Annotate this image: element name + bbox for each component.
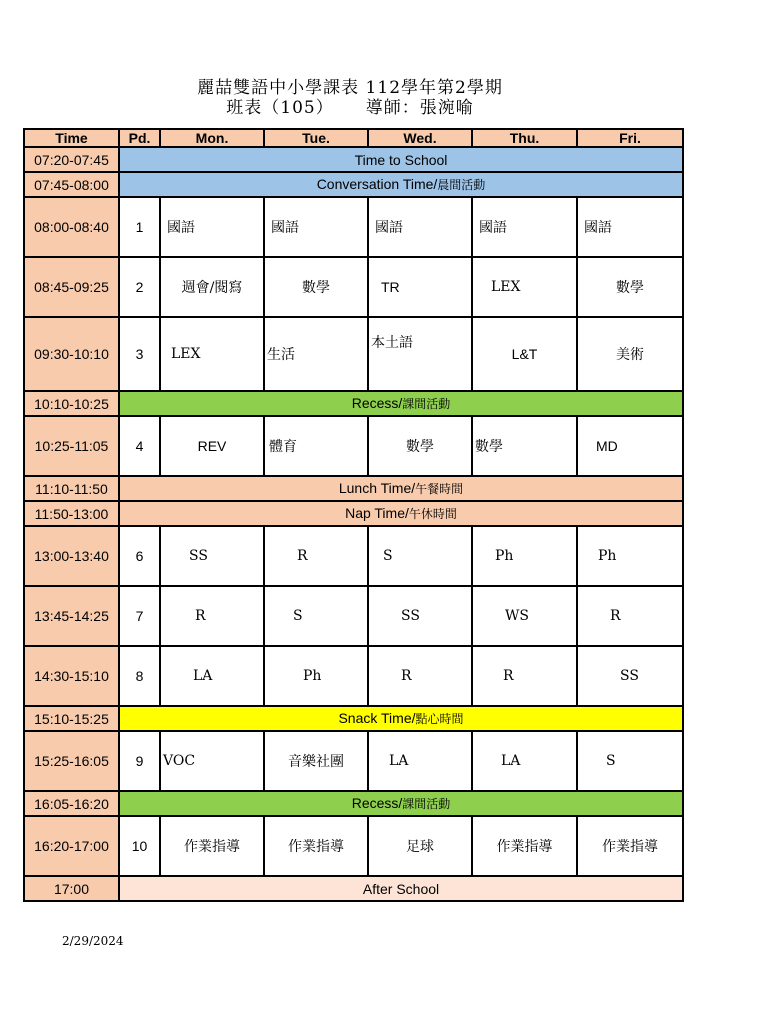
band-time-to-school: Time to School (119, 147, 683, 172)
time-cell: 11:10-11:50 (24, 476, 119, 501)
time-cell: 10:10-10:25 (24, 391, 119, 416)
schedule-table (23, 128, 684, 902)
class-cell-fri: 國語 (577, 197, 683, 257)
column-header-thu: Thu. (472, 129, 577, 147)
class-cell-fri: S (577, 731, 683, 791)
class-cell-wed: 本土語 (368, 317, 472, 391)
page-title: 麗喆雙語中小學課表 112學年第2學期 (197, 78, 503, 98)
class-cell-tue: 作業指導 (264, 816, 368, 876)
band-label-en: Lunch Time/ (338, 480, 416, 496)
time-cell: 07:20-07:45 (24, 147, 119, 172)
table-row (24, 391, 683, 416)
class-cell-tue: 數學 (264, 257, 368, 317)
class-cell-fri: SS (577, 646, 683, 706)
band-label-en: Nap Time/ (345, 505, 409, 521)
class-cell-thu: 國語 (472, 197, 577, 257)
table-row (24, 147, 683, 172)
class-cell-mon: 週會/閱寫 (160, 257, 264, 317)
table-row (24, 706, 683, 731)
period-cell: 6 (119, 526, 160, 586)
class-cell-mon: LA (160, 646, 264, 706)
band-label-en: Conversation Time/ (316, 176, 438, 192)
band-label-en: Snack Time/ (338, 710, 416, 726)
class-cell-tue: R (264, 526, 368, 586)
class-cell-wed: LA (368, 731, 472, 791)
class-cell-tue: 體育 (264, 416, 368, 476)
class-cell-mon: 國語 (160, 197, 264, 257)
table-row (24, 646, 683, 706)
table-row (24, 526, 683, 586)
page-subtitle: 班表（105） 導師：張涴喻 (226, 98, 474, 118)
band-label-zh: 午餐時間 (415, 482, 464, 496)
period-cell: 2 (119, 257, 160, 317)
band-label-en: Recess/ (351, 395, 403, 411)
class-cell-thu: 作業指導 (472, 816, 577, 876)
table-row (24, 257, 683, 317)
class-cell-mon: LEX (160, 317, 264, 391)
band-lunch-time (119, 476, 683, 501)
column-header-tue: Tue. (264, 129, 368, 147)
period-cell: 3 (119, 317, 160, 391)
time-cell: 08:00-08:40 (24, 197, 119, 257)
table-row (24, 197, 683, 257)
table-row (24, 317, 683, 391)
band-recess-afternoon (119, 791, 683, 816)
time-cell: 16:05-16:20 (24, 791, 119, 816)
band-snack-time (119, 706, 683, 731)
time-cell: 15:25-16:05 (24, 731, 119, 791)
class-cell-wed: TR (368, 257, 472, 317)
period-cell: 8 (119, 646, 160, 706)
class-cell-tue: Ph (264, 646, 368, 706)
band-label-zh: 點心時間 (415, 712, 464, 726)
time-cell: 14:30-15:10 (24, 646, 119, 706)
time-cell: 10:25-11:05 (24, 416, 119, 476)
time-cell: 09:30-10:10 (24, 317, 119, 391)
class-cell-wed: 足球 (368, 816, 472, 876)
table-row (24, 816, 683, 876)
class-cell-mon: REV (160, 416, 264, 476)
print-date: 2/29/2024 (62, 934, 124, 948)
time-cell: 07:45-08:00 (24, 172, 119, 197)
class-cell-thu: Ph (472, 526, 577, 586)
time-cell: 11:50-13:00 (24, 501, 119, 526)
column-header-wed: Wed. (368, 129, 472, 147)
period-cell: 7 (119, 586, 160, 646)
table-header-row (24, 129, 683, 147)
period-cell: 10 (119, 816, 160, 876)
time-cell: 13:00-13:40 (24, 526, 119, 586)
band-label-en: Recess/ (351, 795, 403, 811)
class-cell-thu: LEX (472, 257, 577, 317)
band-after-school: After School (119, 876, 683, 901)
band-conversation-time (119, 172, 683, 197)
table-row (24, 476, 683, 501)
class-cell-tue: 國語 (264, 197, 368, 257)
class-cell-tue: 音樂社團 (264, 731, 368, 791)
table-row (24, 501, 683, 526)
band-nap-time (119, 501, 683, 526)
period-cell: 4 (119, 416, 160, 476)
class-cell-wed: 國語 (368, 197, 472, 257)
band-label-zh: 課間活動 (402, 797, 451, 811)
class-cell-tue: S (264, 586, 368, 646)
class-cell-wed: S (368, 526, 472, 586)
class-cell-wed: R (368, 646, 472, 706)
class-cell-mon: R (160, 586, 264, 646)
class-cell-fri: MD (577, 416, 683, 476)
class-cell-fri: Ph (577, 526, 683, 586)
band-label-zh: 晨間活動 (437, 178, 486, 192)
time-cell: 08:45-09:25 (24, 257, 119, 317)
band-label-zh: 午休時間 (408, 507, 457, 521)
band-label-zh: 課間活動 (402, 397, 451, 411)
column-header-fri: Fri. (577, 129, 683, 147)
column-header-mon: Mon. (160, 129, 264, 147)
class-cell-mon: 作業指導 (160, 816, 264, 876)
class-cell-mon: VOC (160, 731, 264, 791)
table-row (24, 172, 683, 197)
time-cell: 15:10-15:25 (24, 706, 119, 731)
class-cell-wed: SS (368, 586, 472, 646)
table-row (24, 586, 683, 646)
period-cell: 9 (119, 731, 160, 791)
time-cell: 16:20-17:00 (24, 816, 119, 876)
time-cell: 13:45-14:25 (24, 586, 119, 646)
table-row (24, 876, 683, 901)
band-recess (119, 391, 683, 416)
class-cell-thu: WS (472, 586, 577, 646)
period-cell: 1 (119, 197, 160, 257)
column-header-time: Time (24, 129, 119, 147)
class-cell-thu: L&T (472, 317, 577, 391)
class-cell-thu: R (472, 646, 577, 706)
table-row (24, 416, 683, 476)
class-cell-thu: 數學 (472, 416, 577, 476)
table-row (24, 791, 683, 816)
class-cell-fri: 數學 (577, 257, 683, 317)
class-cell-tue: 生活 (264, 317, 368, 391)
class-cell-thu: LA (472, 731, 577, 791)
class-cell-fri: 美術 (577, 317, 683, 391)
class-cell-fri: R (577, 586, 683, 646)
table-row (24, 731, 683, 791)
class-cell-mon: SS (160, 526, 264, 586)
class-cell-wed: 數學 (368, 416, 472, 476)
column-header-period: Pd. (119, 129, 160, 147)
class-cell-fri: 作業指導 (577, 816, 683, 876)
time-cell: 17:00 (24, 876, 119, 901)
